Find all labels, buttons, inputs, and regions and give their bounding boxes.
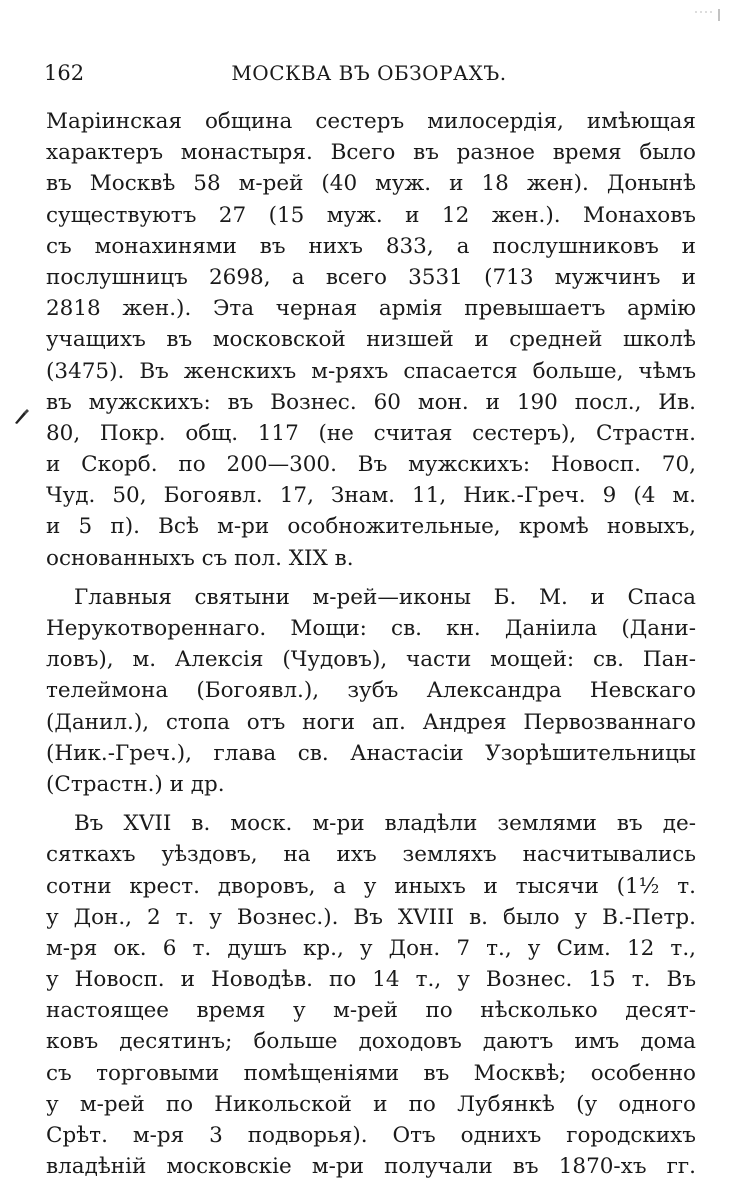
text-line: учащихъ въ московской низшей и средней школѣ — [46, 327, 696, 353]
text-line: въ мужскихъ: въ Вознес. 60 мон. и 190 посл., Ив. — [46, 389, 696, 415]
paragraph-1 — [46, 106, 696, 574]
text-line: сотни крест. дворовъ, а у иныхъ и тысячи (1½ т. — [46, 873, 696, 899]
text-line: Чуд. 50, Богоявл. 17, Знам. 11, Ник.-Греч. 9 (4 м. — [46, 483, 696, 509]
text-line: у Дон., 2 т. у Вознес.). Въ XVIII в. было у В.-Петр. — [46, 904, 696, 930]
text-line: Срѣт. м-ря 3 подворья). Отъ однихъ городскихъ — [46, 1123, 696, 1148]
page-header — [44, 58, 694, 88]
text-line: сяткахъ уѣздовъ, на ихъ земляхъ насчитывались — [46, 842, 696, 868]
paragraph-2 — [46, 582, 696, 800]
scan-corner-mark — [693, 6, 723, 18]
text-line: съ монахинями въ нихъ 833, а послушниковъ и — [46, 233, 696, 259]
text-line: 2818 жен.). Эта черная армія превышаетъ армію — [46, 296, 696, 322]
text-line: у м-рей по Никольской и по Лубянкѣ (у одного — [46, 1091, 696, 1117]
text-line: (Страстн.) и др. — [46, 771, 225, 797]
text-line: основанныхъ съ пол. XIX в. — [46, 545, 354, 571]
text-line: послушницъ 2698, а всего 3531 (713 мужчинъ и — [46, 264, 696, 290]
page-number: 162 — [44, 61, 85, 85]
text-line: въ Москвѣ 58 м-рей (40 муж. и 18 жен). Донынѣ — [46, 171, 696, 197]
text-line: съ торговыми помѣщеніями въ Москвѣ; особенно — [46, 1060, 696, 1086]
text-line: (Данил.), стопа отъ ноги ап. Андрея Первозваннаго — [46, 709, 696, 735]
text-line: настоящее время у м-рей по нѣсколько десят- — [46, 998, 696, 1024]
text-line: телеймона (Богоявл.), зубъ Александра Невскаго — [46, 678, 696, 704]
text-line: 80, Покр. общ. 117 (не считая сестеръ), Страстн. — [46, 420, 696, 446]
text-line: ловъ), м. Алексія (Чудовъ), части мощей: св. Пан- — [46, 647, 696, 673]
text-line: Нерукотвореннаго. Мощи: св. кн. Даніила (Дани- — [46, 616, 696, 641]
text-line: Въ XVII в. моск. м-ри владѣли землями въ де- — [74, 811, 696, 837]
text-line: (Ник.-Греч.), глава св. Анастасіи Узорѣшительницы — [46, 740, 696, 766]
text-line: характеръ монастыря. Всего въ разное время было — [46, 140, 696, 166]
text-line: Маріинская община сестеръ милосердія, имѣющая — [46, 109, 696, 134]
margin-pen-mark-icon — [12, 406, 32, 426]
page-text — [46, 106, 696, 1182]
text-line: Главныя святыни м-рей—иконы Б. М. и Спаса — [74, 584, 696, 610]
text-line: м-ря ок. 6 т. душъ кр., у Дон. 7 т., у Сим. 12 т., — [46, 935, 696, 961]
text-line: и Скорб. по 200—300. Въ мужскихъ: Новосп. 70, — [46, 452, 696, 478]
text-line: (3475). Въ женскихъ м-ряхъ спасается больше, чѣмъ — [46, 358, 696, 384]
text-line: у Новосп. и Новодѣв. по 14 т., у Вознес. 15 т. Въ — [46, 967, 696, 993]
paragraph-3 — [46, 808, 696, 1182]
text-line: владѣній московскіе м-ри получали въ 1870-хъ гг. — [46, 1154, 696, 1180]
running-title: МОСКВА ВЪ ОБЗОРАХЪ. — [231, 61, 507, 85]
text-line: существуютъ 27 (15 муж. и 12 жен.). Монаховъ — [46, 202, 696, 228]
text-line: и 5 п). Всѣ м-ри особножительные, кромѣ новыхъ, — [46, 514, 696, 540]
text-line: ковъ десятинъ; больше доходовъ даютъ имъ дома — [46, 1029, 696, 1055]
